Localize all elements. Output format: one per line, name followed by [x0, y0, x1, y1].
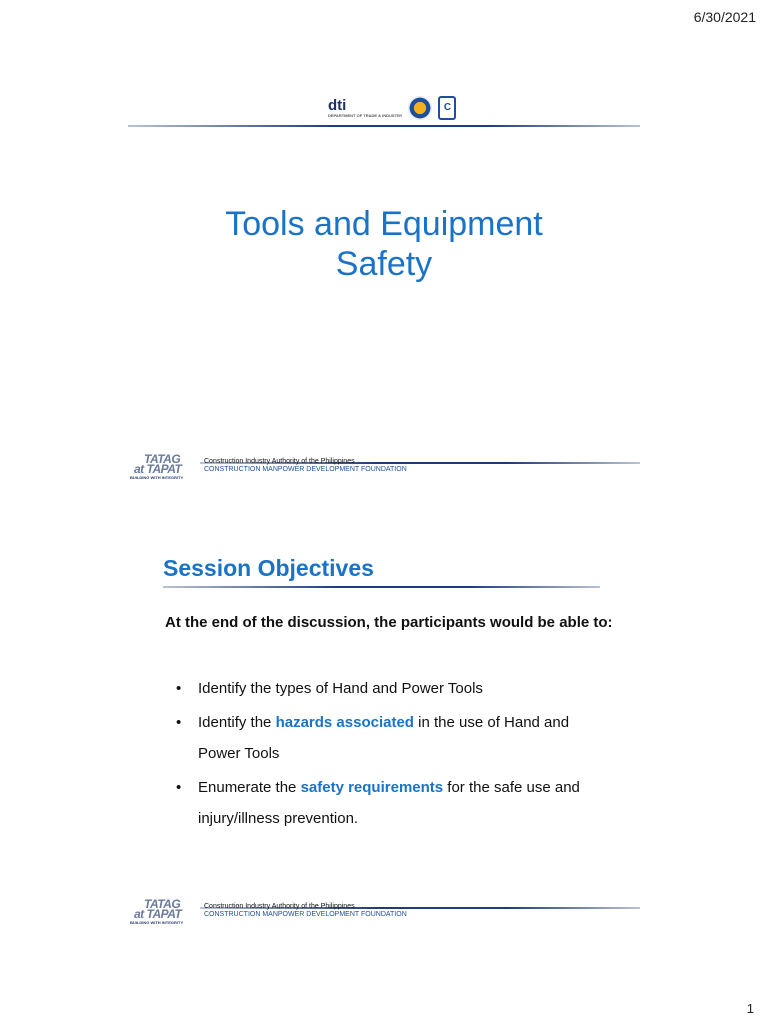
header-divider	[128, 125, 640, 127]
list-item: • Identify the hazards associated in the use of Hand and Power Tools	[174, 707, 614, 769]
page-number: 1	[746, 1001, 754, 1016]
dti-logo: dti DEPARTMENT OF TRADE & INDUSTRY	[328, 96, 403, 118]
objectives-list	[174, 673, 614, 837]
partner-logos	[328, 96, 456, 120]
cmdf-logo: C	[438, 96, 456, 120]
slide-objectives	[128, 535, 640, 940]
org-name: Construction Industry Authority of the Philippines CONSTRUCTION MANPOWER DEVELOPMENT FOUNDATION	[204, 903, 407, 918]
heading-divider	[163, 586, 600, 588]
org-name: Construction Industry Authority of the Philippines CONSTRUCTION MANPOWER DEVELOPMENT FOUNDATION	[204, 458, 407, 473]
intro-text: At the end of the discussion, the participants would be able to:	[165, 614, 613, 631]
slide-footer	[130, 897, 407, 925]
print-date: 6/30/2021	[693, 9, 756, 25]
highlight-text: safety requirements	[300, 779, 444, 796]
section-heading: Session Objectives	[163, 555, 374, 581]
highlight-text: hazards associated	[275, 714, 414, 731]
ciap-seal-logo	[408, 96, 432, 120]
list-item: • Enumerate the safety requirements for the safe use and injury/illness prevention.	[174, 772, 614, 834]
slide-title-text: Tools and Equipment Safety	[225, 205, 543, 283]
slide-title	[128, 88, 640, 488]
tatag-at-tapat-logo: TATAG at TAPAT BUILDING WITH INTEGRITY	[130, 897, 184, 925]
tatag-at-tapat-logo: TATAG at TAPAT BUILDING WITH INTEGRITY	[130, 452, 184, 480]
list-item: • Identify the types of Hand and Power Tools	[174, 673, 614, 704]
slide-footer	[130, 452, 407, 480]
